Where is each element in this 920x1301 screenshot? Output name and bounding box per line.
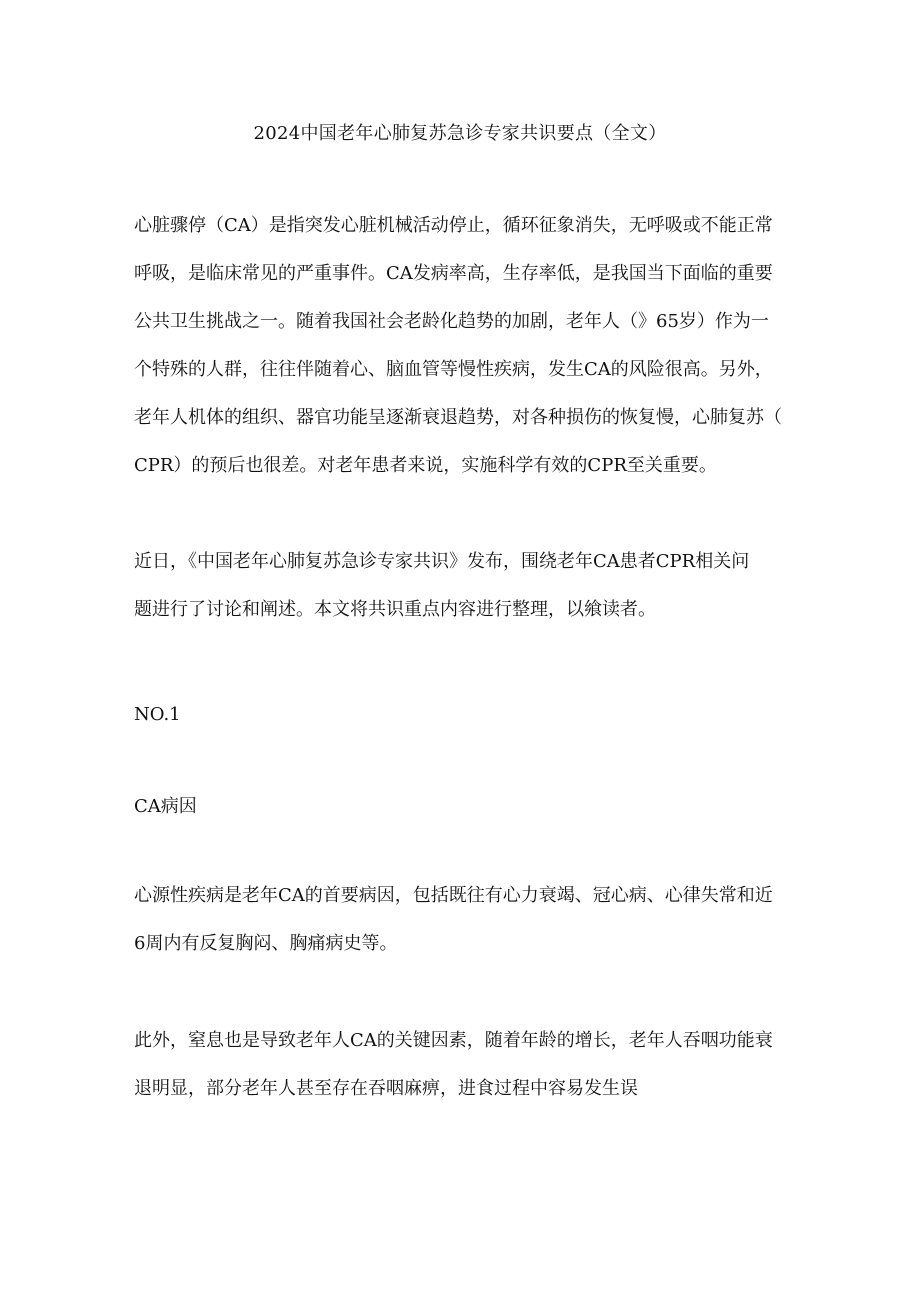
- paragraph-line: 老年人机体的组织、器官功能呈逐渐衰退趋势，对各种损伤的恢复慢，心肺复苏（: [134, 407, 782, 428]
- paragraph-line: 个特殊的人群，往往伴随着心、脑血管等慢性疾病，发生CA的风险很高。另外，: [134, 359, 773, 380]
- section-number: NO.1: [134, 704, 181, 725]
- paragraph-line: 6周内有反复胸闷、胸痛病史等。: [134, 933, 398, 954]
- paragraph-line: 近日，《中国老年心肺复苏急诊专家共识》发布，围绕老年CA患者CPR相关问: [134, 551, 750, 572]
- paragraph-line: 心源性疾病是老年CA的首要病因，包括既往有心力衰竭、冠心病、心律失常和近: [134, 885, 773, 906]
- paragraph-line: 题进行了讨论和阐述。本文将共识重点内容进行整理，以飨读者。: [134, 599, 656, 620]
- paragraph-line: CPR）的预后也很差。对老年患者来说，实施科学有效的CPR至关重要。: [134, 455, 717, 476]
- paragraph-line: 此外，窒息也是导致老年人CA的关键因素，随着年龄的增长，老年人吞咽功能衰: [134, 1030, 773, 1051]
- section-title: CA病因: [134, 796, 197, 817]
- asphyxia-paragraph: [134, 1017, 794, 1113]
- publication-paragraph: [134, 538, 794, 634]
- paragraph-line: 呼吸，是临床常见的严重事件。CA发病率高，生存率低，是我国当下面临的重要: [134, 263, 773, 284]
- cause-paragraph: [134, 872, 794, 968]
- paragraph-line: 退明显，部分老年人甚至存在吞咽麻痹，进食过程中容易发生误: [134, 1078, 638, 1099]
- paragraph-line: 心脏骤停（CA）是指突发心脏机械活动停止，循环征象消失，无呼吸或不能正常: [134, 215, 773, 236]
- intro-paragraph: [134, 202, 794, 490]
- document-title: 2024中国老年心肺复苏急诊专家共识要点（全文）: [253, 123, 667, 144]
- paragraph-line: 公共卫生挑战之一。随着我国社会老龄化趋势的加剧，老年人（》65岁）作为一: [134, 311, 769, 332]
